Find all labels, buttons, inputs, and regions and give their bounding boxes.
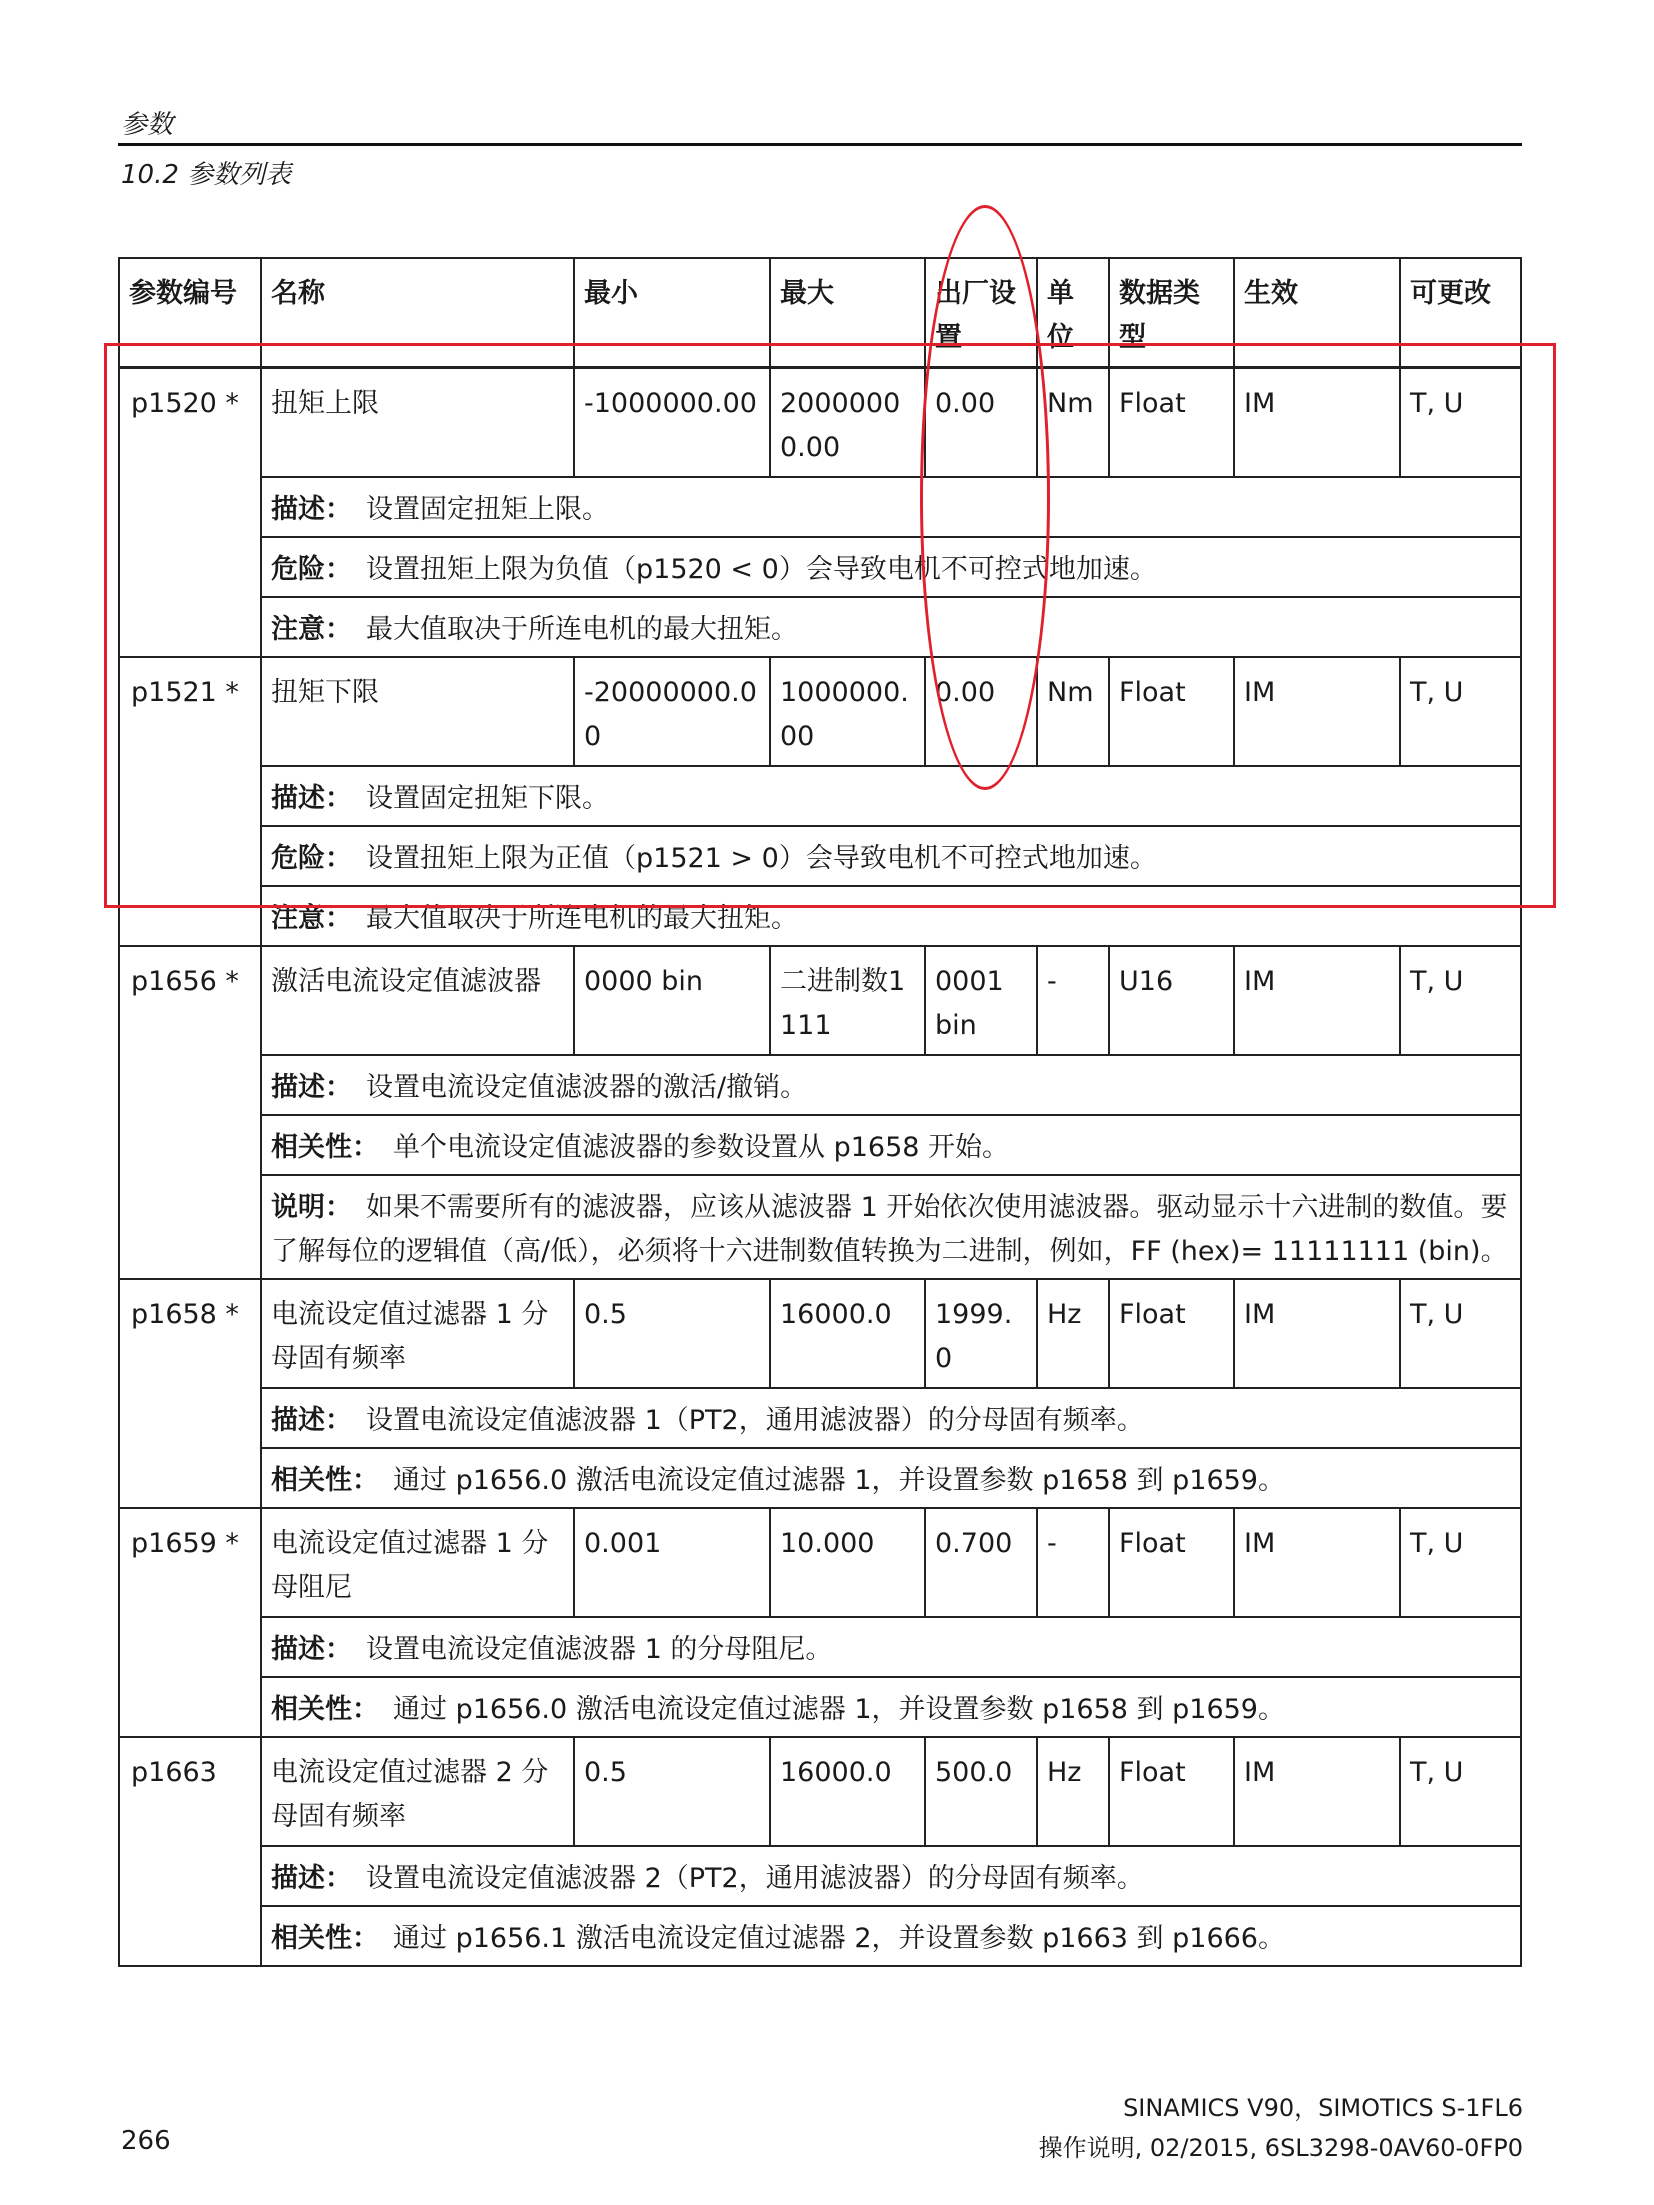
note-text: 最大值取决于所连电机的最大扭矩。 [366, 614, 798, 645]
note-row [119, 597, 1521, 657]
param-default-cell: 1999.0 [925, 1279, 1037, 1388]
note-label: 描述： [271, 1405, 352, 1436]
note-row [119, 1055, 1521, 1115]
param-change-cell: T, U [1400, 368, 1521, 478]
param-datatype-cell: Float [1109, 1737, 1234, 1846]
param-effective-cell: IM [1234, 368, 1400, 478]
note-label: 描述： [271, 1072, 352, 1103]
param-id-cell: p1521 * [119, 657, 261, 946]
param-default-cell: 0.00 [925, 657, 1037, 766]
note-label: 描述： [271, 1863, 352, 1894]
param-datatype-cell: Float [1109, 368, 1234, 478]
column-header: 参数编号 [119, 258, 261, 368]
note-row [119, 766, 1521, 826]
note-label: 危险： [271, 843, 352, 874]
param-default-cell: 500.0 [925, 1737, 1037, 1846]
param-effective-cell: IM [1234, 1508, 1400, 1617]
table-row [119, 1279, 1521, 1388]
note-row [119, 1175, 1521, 1279]
param-name-cell: 扭矩下限 [261, 657, 574, 766]
note-text: 设置电流设定值滤波器的激活/撤销。 [366, 1072, 808, 1103]
footer-product: SINAMICS V90，SIMOTICS S-1FL6 [1123, 2094, 1523, 2122]
param-unit-cell: Nm [1037, 657, 1109, 766]
note-row [119, 1448, 1521, 1508]
note-label: 相关性： [271, 1923, 379, 1954]
note-text: 最大值取决于所连电机的最大扭矩。 [366, 903, 798, 934]
param-default-cell: 0001 bin [925, 946, 1037, 1055]
note-cell [261, 1617, 1521, 1677]
note-cell [261, 1175, 1521, 1279]
note-label: 危险： [271, 554, 352, 585]
param-name-cell: 电流设定值过滤器 1 分母固有频率 [261, 1279, 574, 1388]
column-header: 生效 [1234, 258, 1400, 368]
param-effective-cell: IM [1234, 1737, 1400, 1846]
table-row [119, 946, 1521, 1055]
note-label: 相关性： [271, 1465, 379, 1496]
column-header: 单位 [1037, 258, 1109, 368]
note-label: 描述： [271, 494, 352, 525]
note-text: 设置扭矩上限为正值（p1521 > 0）会导致电机不可控式地加速。 [366, 843, 1157, 874]
note-cell [261, 1055, 1521, 1115]
param-change-cell: T, U [1400, 1279, 1521, 1388]
param-name-cell: 扭矩上限 [261, 368, 574, 478]
note-cell [261, 597, 1521, 657]
parameter-table [118, 257, 1522, 1967]
column-header: 出厂设置 [925, 258, 1037, 368]
note-text: 通过 p1656.0 激活电流设定值过滤器 1，并设置参数 p1658 到 p1659。 [393, 1465, 1285, 1496]
param-default-cell: 0.00 [925, 368, 1037, 478]
param-max-cell: 16000.0 [770, 1737, 925, 1846]
note-text: 设置固定扭矩下限。 [366, 783, 609, 814]
note-text: 设置电流设定值滤波器 1（PT2，通用滤波器）的分母固有频率。 [366, 1405, 1144, 1436]
note-label: 描述： [271, 1634, 352, 1665]
header-rule [118, 143, 1522, 146]
footer-document: 操作说明, 02/2015, 6SL3298-0AV60-0FP0 [1038, 2134, 1523, 2162]
param-unit-cell: - [1037, 946, 1109, 1055]
column-header: 名称 [261, 258, 574, 368]
param-unit-cell: Hz [1037, 1737, 1109, 1846]
note-label: 注意： [271, 903, 352, 934]
note-text: 设置电流设定值滤波器 2（PT2，通用滤波器）的分母固有频率。 [366, 1863, 1144, 1894]
section-title: 参数 [121, 110, 174, 140]
note-row [119, 1906, 1521, 1966]
param-min-cell: 0.5 [574, 1279, 770, 1388]
param-id-cell: p1656 * [119, 946, 261, 1279]
note-cell [261, 1677, 1521, 1737]
note-text: 通过 p1656.1 激活电流设定值过滤器 2，并设置参数 p1663 到 p1666。 [393, 1923, 1285, 1954]
param-unit-cell: Hz [1037, 1279, 1109, 1388]
param-change-cell: T, U [1400, 657, 1521, 766]
note-label: 描述： [271, 783, 352, 814]
note-text: 单个电流设定值滤波器的参数设置从 p1658 开始。 [393, 1132, 1010, 1163]
note-row [119, 1846, 1521, 1906]
param-change-cell: T, U [1400, 946, 1521, 1055]
note-row [119, 1388, 1521, 1448]
note-label: 相关性： [271, 1694, 379, 1725]
param-effective-cell: IM [1234, 946, 1400, 1055]
param-effective-cell: IM [1234, 1279, 1400, 1388]
note-cell [261, 886, 1521, 946]
table-row [119, 1508, 1521, 1617]
param-max-cell: 二进制数1111 [770, 946, 925, 1055]
param-max-cell: 1000000.00 [770, 657, 925, 766]
note-text: 设置电流设定值滤波器 1 的分母阻尼。 [366, 1634, 833, 1665]
column-header: 最大 [770, 258, 925, 368]
param-id-cell: p1659 * [119, 1508, 261, 1737]
note-row [119, 1617, 1521, 1677]
note-cell [261, 1906, 1521, 1966]
param-name-cell: 电流设定值过滤器 2 分母固有频率 [261, 1737, 574, 1846]
note-text: 如果不需要所有的滤波器，应该从滤波器 1 开始依次使用滤波器。驱动显示十六进制的数值。要了解每位的逻辑值（高/低），必须将十六进制数值转换为二进制，例如，FF (hex)= 11111111 (bin)。 [271, 1192, 1508, 1267]
note-cell [261, 766, 1521, 826]
param-min-cell: -1000000.00 [574, 368, 770, 478]
note-cell [261, 477, 1521, 537]
note-label: 注意： [271, 614, 352, 645]
table-row [119, 368, 1521, 478]
param-datatype-cell: U16 [1109, 946, 1234, 1055]
column-header: 最小 [574, 258, 770, 368]
column-header: 数据类型 [1109, 258, 1234, 368]
param-min-cell: 0.001 [574, 1508, 770, 1617]
note-text: 设置固定扭矩上限。 [366, 494, 609, 525]
note-cell [261, 1388, 1521, 1448]
param-name-cell: 电流设定值过滤器 1 分母阻尼 [261, 1508, 574, 1617]
note-cell [261, 537, 1521, 597]
table-row [119, 657, 1521, 766]
note-row [119, 1115, 1521, 1175]
param-datatype-cell: Float [1109, 657, 1234, 766]
param-unit-cell: - [1037, 1508, 1109, 1617]
param-effective-cell: IM [1234, 657, 1400, 766]
note-row [119, 537, 1521, 597]
param-min-cell: 0.5 [574, 1737, 770, 1846]
note-cell [261, 826, 1521, 886]
param-datatype-cell: Float [1109, 1279, 1234, 1388]
param-max-cell: 20000000.00 [770, 368, 925, 478]
param-change-cell: T, U [1400, 1737, 1521, 1846]
note-cell [261, 1115, 1521, 1175]
param-datatype-cell: Float [1109, 1508, 1234, 1617]
param-max-cell: 16000.0 [770, 1279, 925, 1388]
note-label: 相关性： [271, 1132, 379, 1163]
param-id-cell: p1658 * [119, 1279, 261, 1508]
param-max-cell: 10.000 [770, 1508, 925, 1617]
table-header-row [119, 258, 1521, 368]
note-text: 通过 p1656.0 激活电流设定值过滤器 1，并设置参数 p1658 到 p1659。 [393, 1694, 1285, 1725]
param-change-cell: T, U [1400, 1508, 1521, 1617]
subsection-title: 10.2 参数列表 [121, 160, 292, 190]
param-min-cell: 0000 bin [574, 946, 770, 1055]
param-id-cell: p1663 [119, 1737, 261, 1966]
note-row [119, 477, 1521, 537]
param-name-cell: 激活电流设定值滤波器 [261, 946, 574, 1055]
table-row [119, 1737, 1521, 1846]
page-number: 266 [121, 2126, 171, 2156]
note-cell [261, 1448, 1521, 1508]
param-unit-cell: Nm [1037, 368, 1109, 478]
note-row [119, 826, 1521, 886]
note-row [119, 1677, 1521, 1737]
column-header: 可更改 [1400, 258, 1521, 368]
param-min-cell: -20000000.00 [574, 657, 770, 766]
param-default-cell: 0.700 [925, 1508, 1037, 1617]
note-row [119, 886, 1521, 946]
note-text: 设置扭矩上限为负值（p1520 < 0）会导致电机不可控式地加速。 [366, 554, 1157, 585]
param-id-cell: p1520 * [119, 368, 261, 658]
note-label: 说明： [271, 1192, 352, 1223]
note-cell [261, 1846, 1521, 1906]
